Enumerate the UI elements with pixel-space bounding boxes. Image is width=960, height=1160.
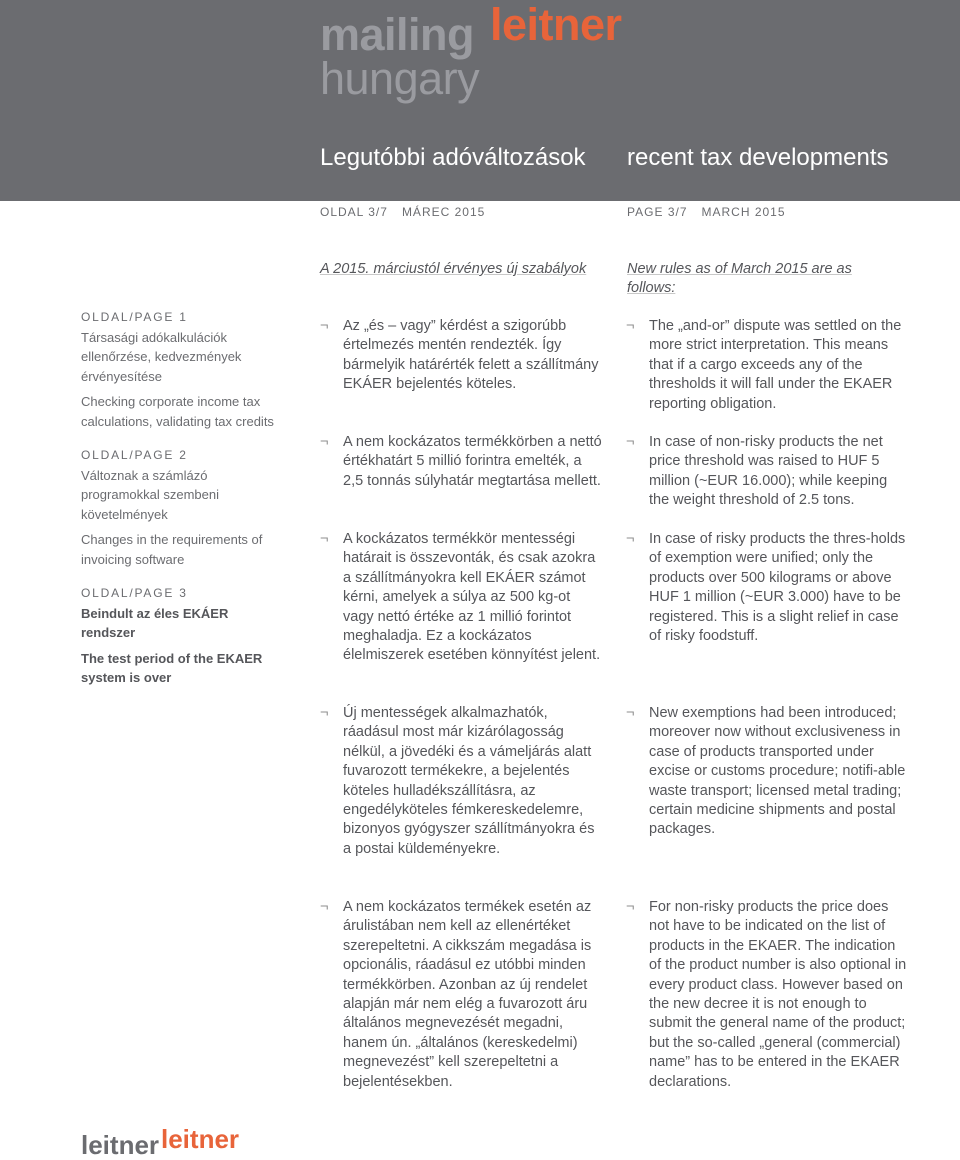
bullet-mark: ¬: [626, 434, 635, 450]
toc-title-en: Checking corporate income tax calculations, validating tax credits: [81, 394, 274, 429]
bullet-text: Új mentességek alkalmazhatók, ráadásul most már kizárólagosság nélkül, a jövedéki és a vámeljárás alatt fuvarozott termékekre, a bejelentés köteles hulladékszállításra, az engedélyköteles fémkereskedelemre, bizonyos gyógyszer szállítmányokra és a postai küldeményekre.: [343, 705, 595, 857]
logo-word-mailing: mailing: [320, 9, 475, 60]
footer-logo-word-gray: leitner: [81, 1130, 160, 1160]
header-title-en: recent tax developments: [627, 144, 889, 171]
bullet-text: Az „és – vagy” kérdést a szigorúbb értelmezés mentén rendezték. Így bármelyik határérték felett a szállítmány EKÁER bejelentés köteles.: [343, 318, 599, 393]
bullet-text: A nem kockázatos termékek esetén az árulistában nem kell az ellenértéket szerepeltetni. A cikkszám megadása is opcionális, ráadásul ez utóbbi minden termékkörben. Azonban az új rendelet alapján már nem elég a fuvarozott áru általános megnevezését megadni, hanem ún. „általános (kereskedelmi) megnevezést” kell szerepeltetni a bejelentésekben.: [343, 899, 592, 1090]
header-title-hu: Legutóbbi adóváltozások: [320, 144, 586, 171]
page-label: OLDAL: [320, 205, 364, 219]
toc-title-hu: Társasági adókalkulációk ellenőrzése, kedvezmények érvényesítése: [81, 329, 242, 384]
bullet-en-1: [626, 317, 909, 414]
bullet-hu-4: [320, 704, 603, 859]
bullet-en-4: [626, 704, 909, 840]
toc-page-heading: OLDAL/PAGE 2: [81, 448, 188, 462]
toc-item-page-1[interactable]: [81, 308, 281, 431]
bullet-text: For non-risky products the price does not have to be indicated on the list of products in the EKAER. The indication of the product number is also optional in every product class. However based on the new decree it is not enough to submit the general name of the product; but the so-called „general (commercial) name” has to be entered in the EKAER declarations.: [649, 899, 907, 1090]
page-number: 3/7: [667, 205, 688, 219]
toc-title-en: Changes in the requirements of invoicing software: [81, 532, 263, 567]
bullet-text: In case of risky products the thres-holds of exemption were unified; only the products over 500 kilograms or above HUF 1 million (~EUR 3.000) have to be registered. This is a slight relief in case of risky foodstuff.: [649, 531, 906, 645]
bullet-en-5: [626, 898, 909, 1092]
bullet-mark: ¬: [320, 318, 329, 334]
bullet-text: A kockázatos termékkör mentességi határait is összevonták, és csak azokra a szállítmányokra kell EKÁER számot kérni, amelyek a súlya az 500 kg-ot vagy nettó értéke az 1 millió forintot meghaladja. Ez a kockázatos élelmiszerek esetében könnyítést jelent.: [343, 531, 601, 664]
bullet-text: The „and-or” dispute was settled on the more strict interpretation. This means that if a cargo exceeds any of the thresholds it will fall under the EKAER reporting obligation.: [649, 318, 902, 412]
page-label: PAGE: [627, 205, 664, 219]
bullet-mark: ¬: [626, 899, 635, 915]
bullet-mark: ¬: [320, 899, 329, 915]
bullet-mark: ¬: [320, 531, 329, 547]
bullet-mark: ¬: [626, 705, 635, 721]
bullet-en-3: [626, 530, 909, 646]
bullet-hu-2: [320, 433, 603, 491]
logo-word-hungary: hungary: [320, 53, 480, 104]
bullet-en-2: [626, 433, 909, 511]
logo-word-leitner: leitner: [490, 0, 622, 50]
bullet-mark: ¬: [320, 705, 329, 721]
toc-title-hu: Beindult az éles EKÁER rendszer: [81, 605, 229, 640]
intro-heading-hu: A 2015. márciustól érvényes új szabályok: [320, 261, 587, 277]
sidebar-toc: [81, 308, 281, 703]
toc-item-page-2[interactable]: [81, 446, 281, 569]
bullet-mark: ¬: [320, 434, 329, 450]
issue-date: MARCH 2015: [701, 205, 786, 219]
bullet-hu-3: [320, 530, 603, 666]
bullet-text: A nem kockázatos termékkörben a nettó értékhatárt 5 millió forintra emelték, a 2,5 tonnás súlyhatár megtartása mellett.: [343, 434, 602, 489]
bullet-hu-5: [320, 898, 603, 1092]
footer-logo-word-orange: leitner: [161, 1124, 240, 1154]
page-number: 3/7: [368, 205, 388, 219]
bullet-text: New exemptions had been introduced; moreover now without exclusiveness in case of products transported under excise or customs procedure; notifi-able waste transport; licensed metal trading; certain medicine shipments and postal packages.: [649, 705, 906, 838]
bullet-mark: ¬: [626, 531, 635, 547]
issue-date: MÁREC 2015: [401, 205, 486, 219]
toc-title-en: The test period of the EKAER system is over: [81, 650, 263, 685]
page-indicator-en: [627, 205, 786, 219]
page-indicator-hu: [320, 205, 485, 219]
intro-heading-en: New rules as of March 2015 are as follows:: [627, 261, 852, 296]
toc-page-heading: OLDAL/PAGE 1: [81, 310, 188, 324]
bullet-hu-1: [320, 317, 603, 395]
bullet-mark: ¬: [626, 318, 635, 334]
bullet-text: In case of non-risky products the net price threshold was raised to HUF 5 million (~EUR 16.000); while keeping the weight threshold of 2.5 tons.: [649, 434, 888, 509]
toc-title-hu: Változnak a számlázó programokkal szembeni követelmények: [81, 467, 220, 522]
toc-item-page-3[interactable]: [81, 584, 281, 688]
toc-page-heading: OLDAL/PAGE 3: [81, 586, 188, 600]
